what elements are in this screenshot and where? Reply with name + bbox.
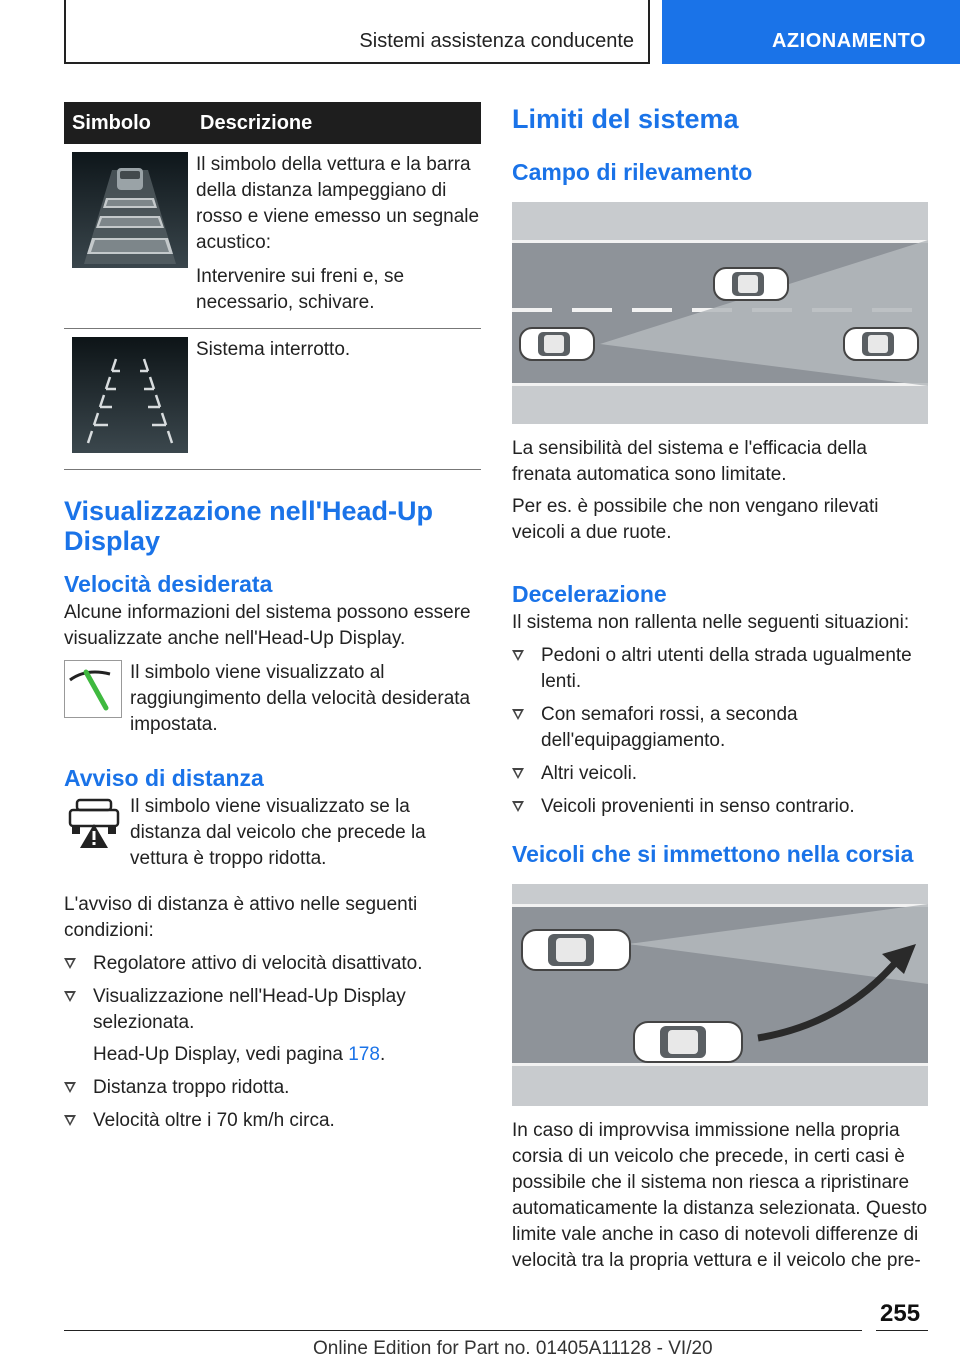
section-heading-limits: Limiti del sistema xyxy=(512,104,739,134)
vehicle-far xyxy=(844,328,918,360)
ego-car xyxy=(522,930,630,970)
bullet-triangle-icon xyxy=(512,650,524,661)
bullet-triangle-icon xyxy=(512,801,524,812)
footer-divider xyxy=(876,1330,928,1331)
list-item: Visualizzazione nell'Head-Up Display selezionata. xyxy=(64,984,481,1036)
symbol-description: Intervenire sui freni e, se necessario, schivare. xyxy=(196,266,405,313)
distance-warning-conditions-list xyxy=(64,951,481,1036)
ego-car xyxy=(520,328,594,360)
distance-warning-conditions-list-cont xyxy=(64,1075,481,1134)
detection-text-1: La sensibilità del sistema e l'efficacia della frenata automatica sono limitate. xyxy=(512,438,867,485)
symbol-description: Sistema interrotto. xyxy=(196,339,351,360)
distance-warning-symbol-row xyxy=(64,794,481,872)
section-heading-hud: Visualizzazione nell'Head-Up Display xyxy=(64,496,434,556)
detection-range-diagram xyxy=(512,202,928,424)
list-item: Velocità oltre i 70 km/h circa. xyxy=(64,1108,481,1134)
deceleration-intro: Il sistema non rallenta nelle seguenti situazioni: xyxy=(512,612,910,633)
page-number: 255 xyxy=(880,1300,921,1327)
chapter-tab xyxy=(64,0,650,64)
chapter-title: Sistemi assistenza conducente xyxy=(359,30,634,52)
distance-warning-symbol-text: Il simbolo viene visualizzato se la distanza dal veicolo che precede la vettura è troppo ridotta. xyxy=(130,796,426,869)
list-item: Con semafori rossi, a seconda dell'equipaggiamento. xyxy=(512,702,928,754)
subheading-distance-warning: Avviso di distanza xyxy=(64,765,264,791)
bullet-triangle-icon xyxy=(64,1115,76,1126)
subheading-lane-cut-in: Veicoli che si immettono nella corsia xyxy=(512,841,914,867)
table-row xyxy=(64,144,481,329)
page-reference-link[interactable]: 178 xyxy=(348,1044,380,1065)
subheading-desired-speed: Velocità desiderata xyxy=(64,571,273,597)
desired-speed-reached-icon xyxy=(64,660,122,718)
table-row xyxy=(64,329,481,470)
distance-warning-car-icon xyxy=(64,794,122,852)
section-tab xyxy=(662,0,960,64)
bullet-triangle-icon xyxy=(512,768,524,779)
distance-warning-conditions-intro: L'avviso di distanza è attivo nelle seguenti condizioni: xyxy=(64,894,418,941)
left-column xyxy=(64,102,481,1134)
hud-intro-text: Alcune informazioni del sistema possono essere visualizzate anche nell'Head-Up Display. xyxy=(64,602,471,649)
list-item: Pedoni o altri utenti della strada ugualmente lenti. xyxy=(512,643,928,695)
symbol-table xyxy=(64,102,481,470)
bullet-triangle-icon xyxy=(64,1082,76,1093)
right-column xyxy=(512,102,928,1274)
subheading-detection-range: Campo di rilevamento xyxy=(512,159,753,185)
cut-in-vehicle xyxy=(634,1022,742,1062)
vehicle-ahead xyxy=(714,268,788,300)
bullet-triangle-icon xyxy=(64,991,76,1002)
column-header-description: Descrizione xyxy=(188,102,481,144)
bullet-triangle-icon xyxy=(64,958,76,969)
list-item: Veicoli provenienti in senso contrario. xyxy=(512,794,928,820)
symbol-description: Il simbolo della vettura e la barra della distanza lampeggiano di rosso e viene emesso un segnale acustico: xyxy=(196,154,480,253)
column-header-symbol: Simbolo xyxy=(64,102,188,144)
system-interrupted-road-icon xyxy=(72,337,188,453)
lane-cut-in-diagram xyxy=(512,884,928,1106)
page-header xyxy=(0,0,960,66)
list-item: Regolatore attivo di velocità disattivato. xyxy=(64,951,481,977)
cross-reference: Head-Up Display, vedi pagina 178. xyxy=(93,1044,386,1065)
detection-text-2: Per es. è possibile che non vengano rilevati veicoli a due ruote. xyxy=(512,496,879,543)
subheading-deceleration: Decelerazione xyxy=(512,581,667,607)
bullet-triangle-icon xyxy=(512,709,524,720)
footer-divider xyxy=(64,1330,862,1331)
section-label: AZIONAMENTO xyxy=(771,30,926,52)
distance-warning-car-red-bar-icon xyxy=(72,152,188,268)
desired-speed-symbol-text: Il simbolo viene visualizzato al raggiungimento della velocità desiderata impostata. xyxy=(130,662,471,735)
edition-note: Online Edition for Part no. 01405A11128 - VI/20 xyxy=(313,1338,713,1359)
cut-in-text: In caso di improvvisa immissione nella propria corsia di un veicolo che precede, in certi casi è possibile che il sistema non riesca a ripristinare automaticamente la distanza selezionata. Questo limite vale anche in caso di notevoli differenze di velocità tra la propria vettura e il veicolo che pre- xyxy=(512,1120,928,1271)
list-item: Altri veicoli. xyxy=(512,761,928,787)
desired-speed-symbol-row xyxy=(64,660,481,738)
list-item: Distanza troppo ridotta. xyxy=(64,1075,481,1101)
deceleration-list xyxy=(512,643,928,820)
